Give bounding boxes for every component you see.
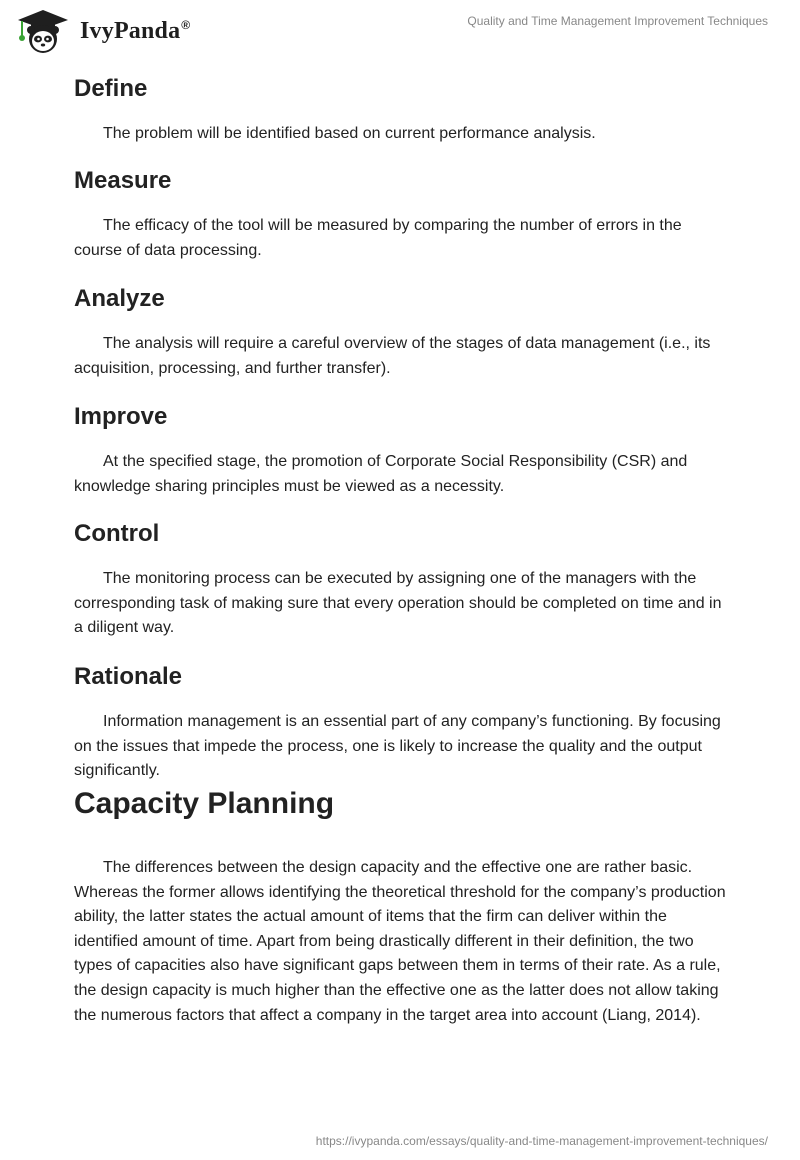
section-paragraph: The monitoring process can be executed by assigning one of the managers with the corresponding task of making sure that every operation should be completed on time and in a diligent way. <box>74 570 722 637</box>
section-paragraph: The analysis will require a careful overview of the stages of data management (i.e., its acquisition, processing, and further transfer). <box>74 335 711 377</box>
panda-graduate-icon <box>14 8 72 54</box>
chapter-heading: Capacity Planning <box>74 787 335 820</box>
registered-mark: ® <box>181 17 191 32</box>
page-header <box>0 0 800 60</box>
source-url[interactable]: https://ivypanda.com/essays/quality-and-time-management-improvement-techniques/ <box>315 1134 768 1148</box>
section-define <box>74 70 726 162</box>
section-control <box>74 515 726 658</box>
section-capacity-planning <box>74 782 726 1028</box>
section-heading: Rationale <box>74 663 183 690</box>
section-paragraph: The efficacy of the tool will be measured by comparing the number of errors in the course of data processing. <box>74 217 682 259</box>
section-rationale <box>74 658 726 782</box>
section-measure <box>74 162 726 280</box>
section-paragraph: The differences between the design capacity and the effective one are rather basic. Whereas the former allows identifying the theoretical threshold for the company’s production ability, the latter states the actual amount of items that the firm can deliver within the identified amount of time. Apart from being drastically different in their definition, the two types of capacities also have significant gaps between them in terms of their rate. As a rule, the design capacity is much higher than the effective one as the latter does not allow taking the numerous factors that affect a company in the target area into account (Liang, 2014). <box>74 859 726 1024</box>
essay-content <box>74 70 726 1028</box>
brand-logo[interactable] <box>14 8 190 54</box>
brand-name: IvyPanda® <box>80 17 191 44</box>
section-heading: Measure <box>74 167 172 194</box>
section-paragraph: At the specified stage, the promotion of Corporate Social Responsibility (CSR) and knowledge sharing principles must be viewed as a necessity. <box>74 453 688 495</box>
section-paragraph: The problem will be identified based on current performance analysis. <box>103 125 596 142</box>
section-heading: Control <box>74 520 160 547</box>
section-heading: Improve <box>74 403 168 430</box>
section-improve <box>74 398 726 515</box>
section-heading: Analyze <box>74 285 165 312</box>
section-paragraph: Information management is an essential part of any company’s functioning. By focusing on the issues that impede the process, one is likely to increase the quality and the output significantly. <box>74 713 721 780</box>
section-analyze <box>74 280 726 398</box>
section-heading: Define <box>74 75 148 102</box>
document-title: Quality and Time Management Improvement Techniques <box>467 14 768 28</box>
